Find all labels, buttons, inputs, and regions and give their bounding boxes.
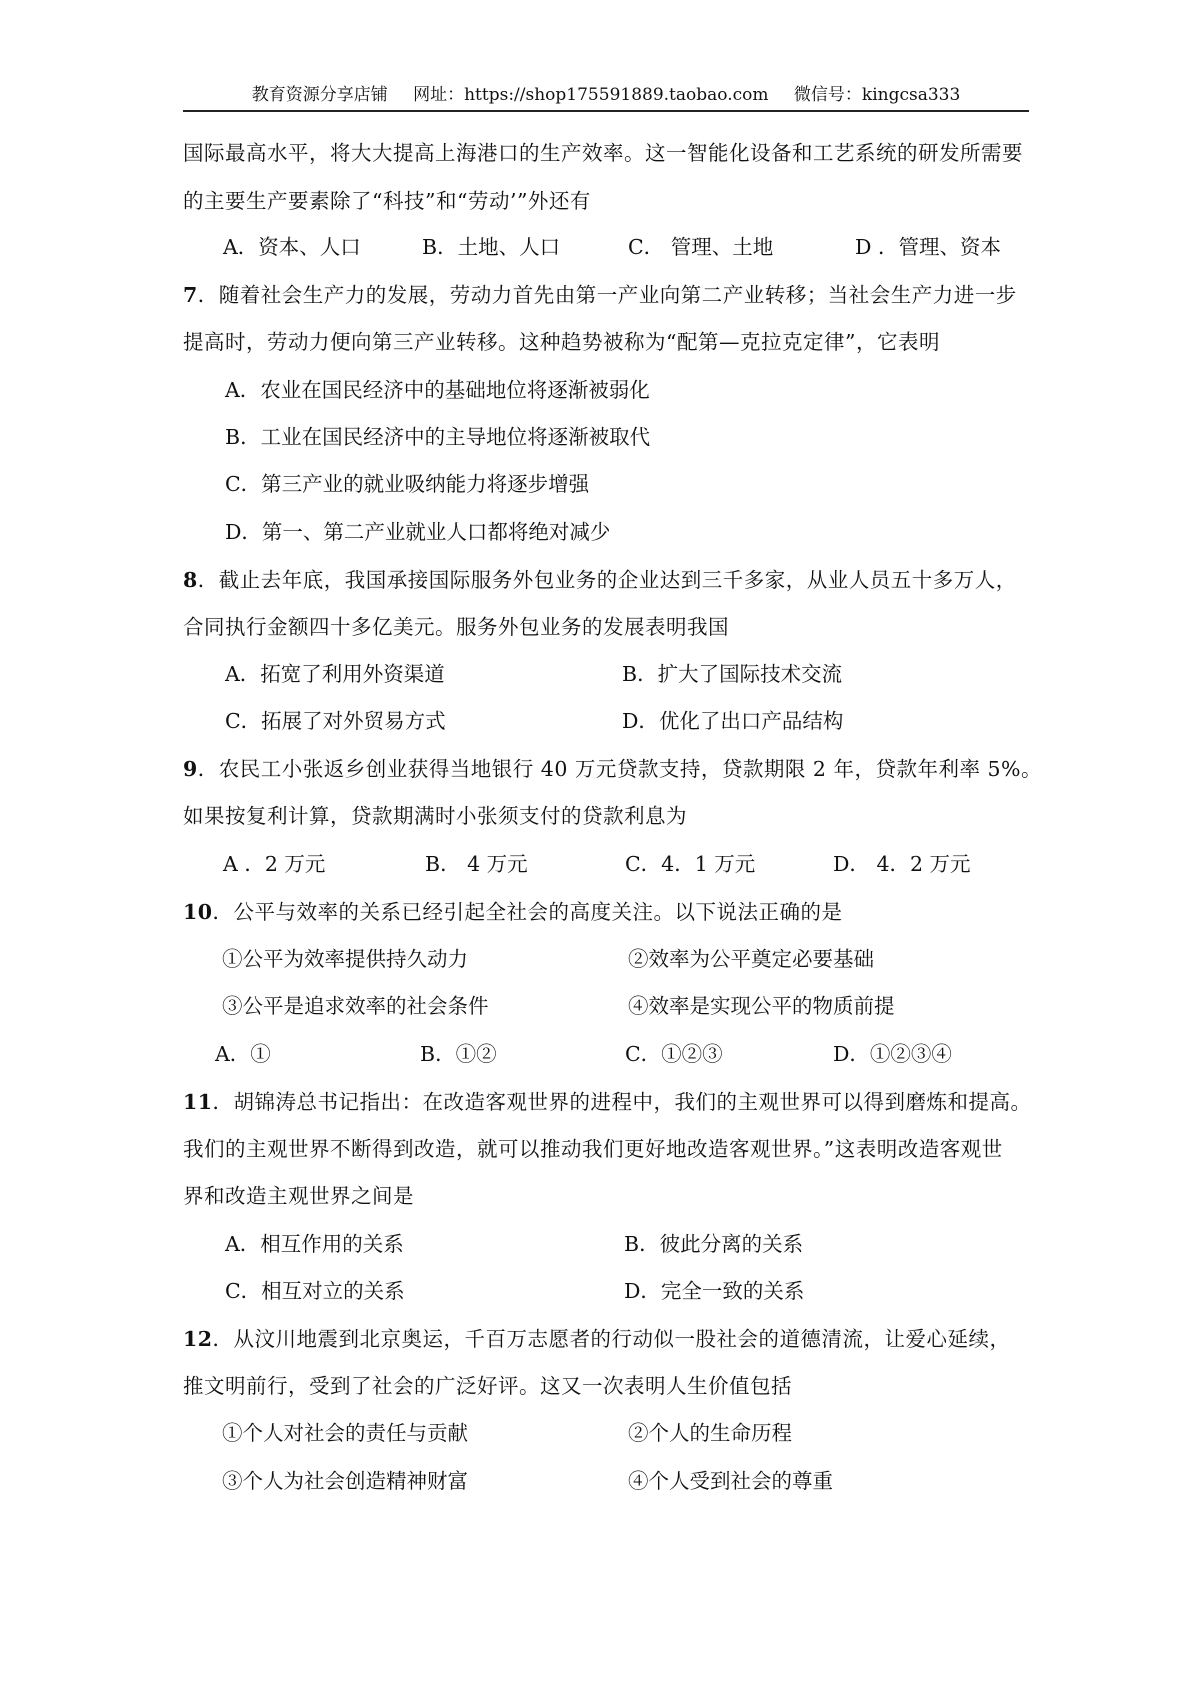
q10-option-d: D．①②③④ [833, 1042, 952, 1066]
q12-line1 [183, 1324, 1011, 1354]
q8-option-d: D．优化了出口产品结构 [622, 709, 844, 733]
q6-option-a: A．资本、人口 [223, 235, 361, 259]
q11-number: 11 [183, 1090, 213, 1114]
q12-number: 12 [183, 1327, 213, 1351]
q6-option-d: D ．管理、资本 [855, 235, 1001, 259]
q8-text: ．截止去年底，我国承接国际服务外包业务的企业达到三千多家，从业人员五十多万人， [197, 568, 1017, 592]
q9-line2: 如果按复利计算，贷款期满时小张须支付的贷款利息为 [183, 804, 687, 828]
q10-option-a: A．① [215, 1042, 271, 1066]
q9-option-d: D． 4．2 万元 [833, 852, 971, 876]
q10-statement-3: ③公平是追求效率的社会条件 [222, 994, 489, 1018]
header-shop: 教育资源分享店铺 [251, 85, 388, 105]
q10-text: ．公平与效率的关系已经引起全社会的高度关注。以下说法正确的是 [212, 900, 843, 924]
q11-line3: 界和改造主观世界之间是 [183, 1184, 414, 1208]
q12-statement-3: ③个人为社会创造精神财富 [222, 1469, 468, 1493]
q11-option-b: B．彼此分离的关系 [624, 1232, 804, 1256]
q11-option-d: D．完全一致的关系 [624, 1279, 805, 1303]
q8-option-b: B．扩大了国际技术交流 [622, 662, 843, 686]
q7-line1 [183, 280, 1017, 310]
q8-line1 [183, 565, 1017, 595]
q9-line1 [183, 754, 1042, 784]
q12-statement-2: ②个人的生命历程 [628, 1421, 792, 1445]
q8-number: 8 [183, 568, 198, 592]
q9-option-c: C．4．1 万元 [625, 852, 756, 876]
q11-option-a: A．相互作用的关系 [225, 1232, 404, 1256]
q9-option-b: B． 4 万元 [425, 852, 528, 876]
q7-line2: 提高时，劳动力便向第三产业转移。这种趋势被称为“配第—克拉克定律”，它表明 [183, 330, 940, 354]
q6-line1: 国际最高水平，将大大提高上海港口的生产效率。这一智能化设备和工艺系统的研发所需要 [183, 141, 1023, 165]
q10-option-c: C．①②③ [625, 1042, 723, 1066]
q11-line1 [183, 1087, 1032, 1117]
q12-line2: 推文明前行，受到了社会的广泛好评。这又一次表明人生价值包括 [183, 1374, 792, 1398]
q10-statement-1: ①公平为效率提供持久动力 [222, 947, 468, 971]
q7-text: ．随着社会生产力的发展，劳动力首先由第一产业向第二产业转移；当社会生产力进一步 [197, 283, 1017, 307]
q6-line2: 的主要生产要素除了“科技”和“劳动’”外还有 [183, 189, 591, 213]
q12-text: ．从汶川地震到北京奥运，千百万志愿者的行动似一股社会的道德清流，让爱心延续， [212, 1327, 1011, 1351]
q7-option-c: C．第三产业的就业吸纳能力将逐步增强 [225, 472, 590, 496]
header-wechat: 微信号：kingcsa333 [793, 85, 961, 105]
q8-option-a: A．拓宽了利用外资渠道 [225, 662, 445, 686]
q11-text: ．胡锦涛总书记指出：在改造客观世界的进程中，我们的主观世界可以得到磨炼和提高。 [212, 1090, 1032, 1114]
q7-option-a: A．农业在国民经济中的基础地位将逐渐被弱化 [225, 378, 650, 402]
q10-statement-4: ④效率是实现公平的物质前提 [628, 994, 895, 1018]
q7-number: 7 [183, 283, 198, 307]
q10-statement-2: ②效率为公平奠定必要基础 [628, 947, 874, 971]
q11-option-c: C．相互对立的关系 [225, 1279, 405, 1303]
q9-number: 9 [183, 757, 198, 781]
q9-text: ．农民工小张返乡创业获得当地银行 40 万元贷款支持，贷款期限 2 年，贷款年利率 5%。 [197, 757, 1042, 781]
q10-option-b: B．①② [420, 1042, 497, 1066]
q10-line1 [183, 897, 843, 927]
q9-option-a: A ．2 万元 [223, 852, 326, 876]
q12-statement-4: ④个人受到社会的尊重 [628, 1469, 833, 1493]
header-url: 网址：https://shop175591889.taobao.com [413, 85, 769, 105]
q10-number: 10 [183, 900, 213, 924]
q8-option-c: C．拓展了对外贸易方式 [225, 709, 446, 733]
q12-statement-1: ①个人对社会的责任与贡献 [222, 1421, 468, 1445]
q11-line2: 我们的主观世界不断得到改造，就可以推动我们更好地改造客观世界。”这表明改造客观世 [183, 1137, 1003, 1161]
q6-option-c: C． 管理、土地 [628, 235, 774, 259]
page-header [183, 82, 1029, 112]
q8-line2: 合同执行金额四十多亿美元。服务外包业务的发展表明我国 [183, 615, 729, 639]
q7-option-d: D．第一、第二产业就业人口都将绝对减少 [225, 520, 611, 544]
q7-option-b: B．工业在国民经济中的主导地位将逐渐被取代 [225, 425, 651, 449]
q6-option-b: B．土地、人口 [422, 235, 561, 259]
